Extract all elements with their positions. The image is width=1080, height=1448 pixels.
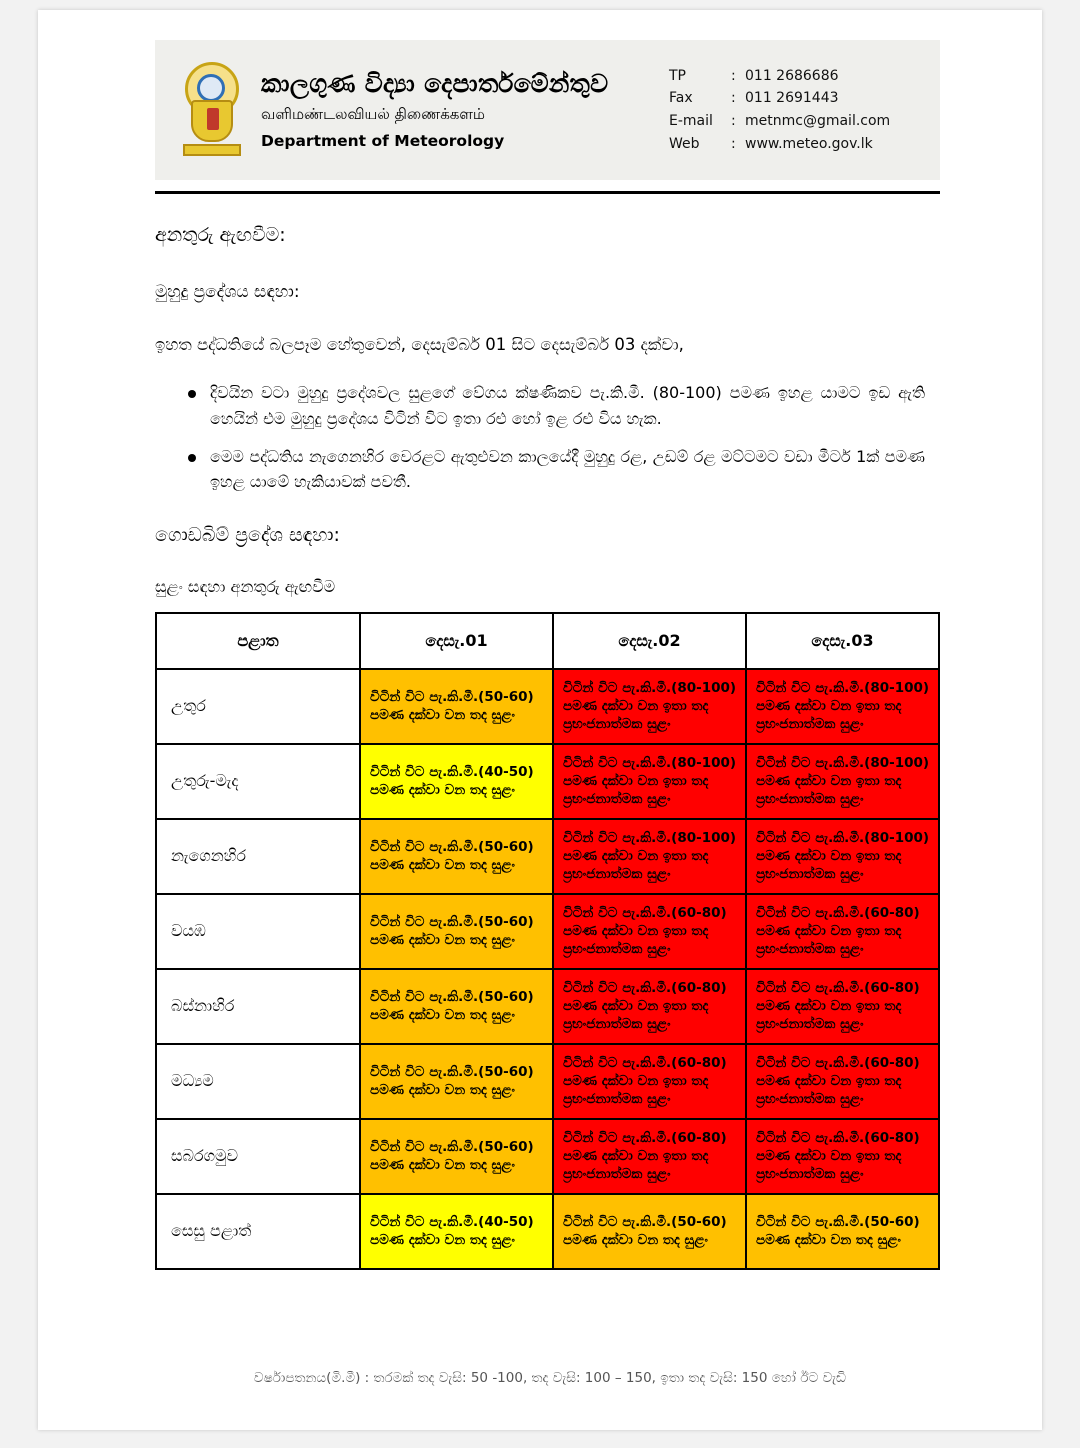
province-name: උතුරු-මැද bbox=[156, 744, 360, 819]
col-header-day2: දෙසැ.02 bbox=[553, 613, 746, 669]
province-name: බස්නාහිර bbox=[156, 969, 360, 1044]
warning-cell: විටින් විට පැ.කි.මී.(50-60) පමණ දක්වා වන තද සුළං bbox=[360, 894, 553, 969]
contact-sep-tp: : bbox=[731, 67, 736, 84]
department-names bbox=[261, 70, 661, 150]
province-name: උතුර bbox=[156, 669, 360, 744]
warning-cell: විටින් විට පැ.කි.මී.(80-100) පමණ දක්වා වන ඉතා තද ප්‍රභංජනාත්මක සුළං bbox=[553, 819, 746, 894]
warning-cell: විටින් විට පැ.කි.මී.(50-60) පමණ දක්වා වන තද සුළං bbox=[360, 1044, 553, 1119]
contact-row-fax bbox=[669, 87, 890, 110]
table-row bbox=[156, 669, 939, 744]
sea-area-heading: මුහුදු ප්‍රදේශය සඳහා: bbox=[155, 281, 300, 302]
land-area-heading: ගොඩබිම් ප්‍රදේශ සඳහා: bbox=[155, 524, 340, 547]
warning-cell: විටින් විට පැ.කි.මී.(60-80) පමණ දක්වා වන ඉතා තද ප්‍රභංජනාත්මක සුළං bbox=[746, 894, 939, 969]
province-name: මධ්‍යම bbox=[156, 1044, 360, 1119]
list-item: දිවයින වටා මුහුදු ප්‍රදේශවල සුළගේ වේගය ක්ෂණිකව පැ.කි.මී. (80-100) පමණ ඉහළ යාමට ඉඩ ඇති හෙයින් එම මුහුදු ප්‍රදේශය විටින් විට ඉතා රළු හෝ ඉළ රළු විය හැක. bbox=[210, 380, 945, 432]
table-row bbox=[156, 969, 939, 1044]
contact-sep-email: : bbox=[731, 113, 736, 129]
contact-row-tp bbox=[669, 65, 890, 88]
list-item: මෙම පද්ධතිය නැගෙනහිර වෙරළට ඇතුළුවන කාලයේදී මුහුදු රළ, උඩම් රළ මට්ටමට වඩා මීටර් 1ක් පමණ ඉහළ යාමේ හැකියාවක් පවතී. bbox=[210, 444, 945, 496]
warning-cell: විටින් විට පැ.කි.මී.(50-60) පමණ දක්වා වන තද සුළං bbox=[360, 819, 553, 894]
document-page bbox=[38, 10, 1042, 1430]
warning-cell: විටින් විට පැ.කි.මී.(80-100) පමණ දක්වා වන ඉතා තද ප්‍රභංජනාත්මක සුළං bbox=[553, 669, 746, 744]
warning-cell: විටින් විට පැ.කි.මී.(50-60) පමණ දක්වා වන තද සුළං bbox=[360, 1119, 553, 1194]
table-row bbox=[156, 1119, 939, 1194]
contact-block bbox=[669, 65, 890, 156]
sri-lanka-emblem-icon bbox=[177, 60, 247, 160]
contact-row-email bbox=[669, 110, 890, 133]
contact-row-web bbox=[669, 133, 890, 156]
warning-cell: විටින් විට පැ.කි.මී.(60-80) පමණ දක්වා වන ඉතා තද ප්‍රභංජනාත්මක සුළං bbox=[553, 969, 746, 1044]
warning-cell: විටින් විට පැ.කි.මී.(60-80) පමණ දක්වා වන ඉතා තද ප්‍රභංජනාත්මක සුළං bbox=[553, 1044, 746, 1119]
contact-value-tp: 011 2686686 bbox=[745, 67, 839, 84]
footer-note: වර්ෂාපතනය(මි.මී) : තරමක් තද වැසි: 50 -100, තද වැසි: 100 – 150, ඉතා තද වැසි: 150 හෝ ඊට වැඩි bbox=[253, 1370, 847, 1386]
contact-sep-fax: : bbox=[731, 90, 736, 107]
intro-paragraph: ඉහත පද්ධතියේ බලපෑම හේතුවෙන්, දෙසැම්බර් 01 සිට දෙසැම්බර් 03 දක්වා, bbox=[155, 335, 684, 354]
warning-cell: විටින් විට පැ.කි.මී.(80-100) පමණ දක්වා වන ඉතා තද ප්‍රභංජනාත්මක සුළං bbox=[746, 744, 939, 819]
warning-cell: විටින් විට පැ.කි.මී.(50-60) පමණ දක්වා වන තද සුළං bbox=[746, 1194, 939, 1269]
wind-warning-table bbox=[155, 612, 940, 1270]
table-header-row bbox=[156, 613, 939, 669]
warning-cell: විටින් විට පැ.කි.මී.(80-100) පමණ දක්වා වන ඉතා තද ප්‍රභංජනාත්මක සුළං bbox=[746, 819, 939, 894]
warning-cell: විටින් විට පැ.කි.මී.(60-80) පමණ දක්වා වන ඉතා තද ප්‍රභංජනාත්මක සුළං bbox=[746, 1044, 939, 1119]
wind-warning-heading: සුළං සඳහා අනතුරු ඇඟවීම bbox=[155, 576, 336, 596]
table-row bbox=[156, 744, 939, 819]
table-row bbox=[156, 1044, 939, 1119]
table-row bbox=[156, 894, 939, 969]
province-name: සබරගමුව bbox=[156, 1119, 360, 1194]
department-name-tamil: வளிமண்டலவியல் திணைக்களம் bbox=[261, 104, 485, 123]
province-name: සෙසු පළාත් bbox=[156, 1194, 360, 1269]
sea-warning-list bbox=[155, 380, 945, 496]
warning-cell: විටින් විට පැ.කි.මී.(60-80) පමණ දක්වා වන ඉතා තද ප්‍රභංජනාත්මක සුළං bbox=[553, 894, 746, 969]
department-name-english: Department of Meteorology bbox=[261, 131, 505, 150]
warning-cell: විටින් විට පැ.කි.මී.(50-60) පමණ දක්වා වන තද සුළං bbox=[360, 669, 553, 744]
col-header-day3: දෙසැ.03 bbox=[746, 613, 939, 669]
document-body bbox=[155, 205, 945, 1270]
warning-cell: විටින් විට පැ.කි.මී.(40-50) පමණ දක්වා වන තද සුළං bbox=[360, 1194, 553, 1269]
contact-value-web: www.meteo.gov.lk bbox=[745, 135, 873, 152]
warning-cell: විටින් විට පැ.කි.මී.(60-80) පමණ දක්වා වන ඉතා තද ප්‍රභංජනාත්මක සුළං bbox=[746, 969, 939, 1044]
letterhead bbox=[155, 40, 940, 180]
contact-value-fax: 011 2691443 bbox=[745, 90, 839, 107]
province-name: නැගෙනහිර bbox=[156, 819, 360, 894]
warning-cell: විටින් විට පැ.කි.මී.(80-100) පමණ දක්වා වන ඉතා තද ප්‍රභංජනාත්මක සුළං bbox=[746, 669, 939, 744]
warning-cell: විටින් විට පැ.කි.මී.(50-60) පමණ දක්වා වන තද සුළං bbox=[360, 969, 553, 1044]
warning-heading: අනතුරු ඇඟවීම: bbox=[155, 224, 286, 246]
contact-label-email: E-mail bbox=[669, 113, 713, 129]
table-row bbox=[156, 819, 939, 894]
province-name: වයඹ bbox=[156, 894, 360, 969]
contact-sep-web: : bbox=[731, 135, 736, 152]
warning-cell: විටින් විට පැ.කි.මී.(60-80) පමණ දක්වා වන ඉතා තද ප්‍රභංජනාත්මක සුළං bbox=[746, 1119, 939, 1194]
contact-value-email: metnmc@gmail.com bbox=[745, 113, 891, 129]
warning-cell: විටින් විට පැ.කි.මී.(60-80) පමණ දක්වා වන ඉතා තද ප්‍රභංජනාත්මක සුළං bbox=[553, 1119, 746, 1194]
warning-cell: විටින් විට පැ.කි.මී.(40-50) පමණ දක්වා වන තද සුළං bbox=[360, 744, 553, 819]
contact-label-web: Web bbox=[669, 135, 700, 152]
col-header-day1: දෙසැ.01 bbox=[360, 613, 553, 669]
table-row bbox=[156, 1194, 939, 1269]
contact-label-fax: Fax bbox=[669, 90, 693, 107]
warning-cell: විටින් විට පැ.කි.මී.(80-100) පමණ දක්වා වන ඉතා තද ප්‍රභංජනාත්මක සුළං bbox=[553, 744, 746, 819]
header-divider bbox=[155, 191, 940, 194]
warning-cell: විටින් විට පැ.කි.මී.(50-60) පමණ දක්වා වන තද සුළං bbox=[553, 1194, 746, 1269]
col-header-province: පළාත bbox=[156, 613, 360, 669]
department-name-sinhala: කාලගුණ විද්‍යා දෙපාර්තමේන්තුව bbox=[261, 69, 609, 99]
contact-label-tp: TP bbox=[669, 67, 686, 84]
